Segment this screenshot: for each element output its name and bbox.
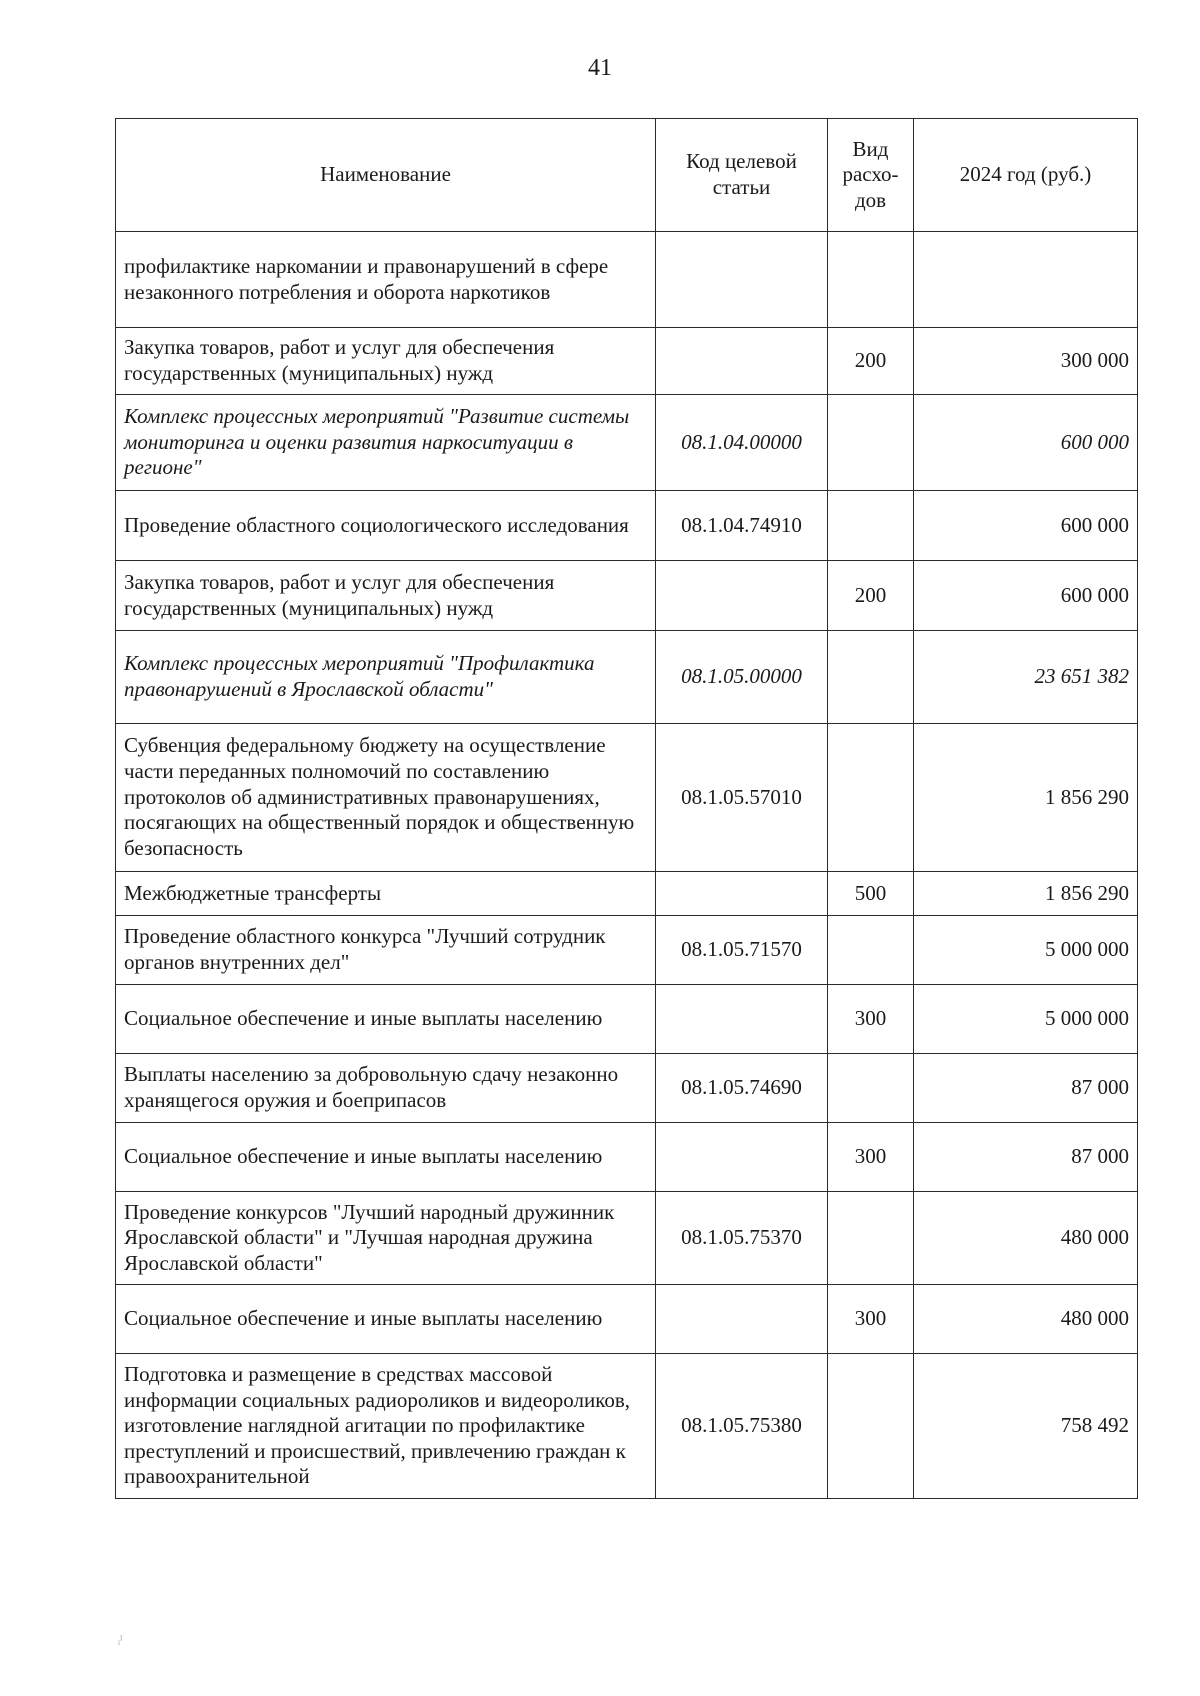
cell-name: Проведение областного социологического исследования bbox=[116, 491, 656, 561]
cell-type bbox=[828, 631, 914, 724]
table-row bbox=[116, 395, 1138, 491]
table-row bbox=[116, 985, 1138, 1054]
cell-name: Межбюджетные трансферты bbox=[116, 872, 656, 916]
cell-name: Закупка товаров, работ и услуг для обеспечения государственных (муниципальных) нужд bbox=[116, 328, 656, 395]
cell-type: 200 bbox=[828, 328, 914, 395]
table-row bbox=[116, 1123, 1138, 1192]
header-type: Вид расхо-дов bbox=[828, 119, 914, 232]
cell-name: профилактике наркомании и правонарушений в сфере незаконного потребления и оборота наркотиков bbox=[116, 232, 656, 328]
cell-name: Социальное обеспечение и иные выплаты населению bbox=[116, 1123, 656, 1192]
cell-amount: 758 492 bbox=[914, 1354, 1138, 1499]
cell-amount: 600 000 bbox=[914, 561, 1138, 631]
cell-type: 500 bbox=[828, 872, 914, 916]
table-row bbox=[116, 724, 1138, 872]
cell-code bbox=[656, 561, 828, 631]
cell-code: 08.1.05.57010 bbox=[656, 724, 828, 872]
cell-code bbox=[656, 328, 828, 395]
table-row bbox=[116, 561, 1138, 631]
cell-amount: 87 000 bbox=[914, 1123, 1138, 1192]
cell-name: Социальное обеспечение и иные выплаты населению bbox=[116, 985, 656, 1054]
table-header-row bbox=[116, 119, 1138, 232]
cell-type: 300 bbox=[828, 985, 914, 1054]
cell-code: 08.1.05.74690 bbox=[656, 1054, 828, 1123]
cell-amount: 5 000 000 bbox=[914, 985, 1138, 1054]
cell-name: Субвенция федеральному бюджету на осуществление части переданных полномочий по составлению протоколов об административных правонарушениях, посягающих на общественный порядок и общественную безопасность bbox=[116, 724, 656, 872]
cell-code bbox=[656, 872, 828, 916]
cell-code: 08.1.05.75380 bbox=[656, 1354, 828, 1499]
cell-type bbox=[828, 916, 914, 985]
cell-type bbox=[828, 724, 914, 872]
table-row bbox=[116, 872, 1138, 916]
cell-type bbox=[828, 1354, 914, 1499]
table-row bbox=[116, 491, 1138, 561]
cell-type bbox=[828, 1054, 914, 1123]
cell-name: Выплаты населению за добровольную сдачу незаконно хранящегося оружия и боеприпасов bbox=[116, 1054, 656, 1123]
table-row bbox=[116, 1354, 1138, 1499]
cell-type: 300 bbox=[828, 1285, 914, 1354]
cell-name: Социальное обеспечение и иные выплаты населению bbox=[116, 1285, 656, 1354]
cell-name: Подготовка и размещение в средствах массовой информации социальных радиороликов и видеороликов, изготовление наглядной агитации по профилактике преступлений и происшествий, привлечению граждан к правоохранительной bbox=[116, 1354, 656, 1499]
table-row bbox=[116, 1285, 1138, 1354]
cell-code bbox=[656, 1123, 828, 1192]
cell-name: Проведение конкурсов "Лучший народный дружинник Ярославской области" и "Лучшая народная дружина Ярославской области" bbox=[116, 1192, 656, 1285]
cell-code: 08.1.05.75370 bbox=[656, 1192, 828, 1285]
table-row bbox=[116, 631, 1138, 724]
cell-amount: 5 000 000 bbox=[914, 916, 1138, 985]
cell-name: Комплекс процессных мероприятий "Развитие системы мониторинга и оценки развития наркоситуации в регионе" bbox=[116, 395, 656, 491]
cell-type: 300 bbox=[828, 1123, 914, 1192]
table-row bbox=[116, 232, 1138, 328]
cell-amount: 1 856 290 bbox=[914, 724, 1138, 872]
table-row bbox=[116, 1054, 1138, 1123]
cell-amount: 23 651 382 bbox=[914, 631, 1138, 724]
cell-code: 08.1.04.74910 bbox=[656, 491, 828, 561]
cell-name: Закупка товаров, работ и услуг для обеспечения государственных (муниципальных) нужд bbox=[116, 561, 656, 631]
cell-name: Проведение областного конкурса "Лучший сотрудник органов внутренних дел" bbox=[116, 916, 656, 985]
cell-amount: 600 000 bbox=[914, 491, 1138, 561]
table-row bbox=[116, 328, 1138, 395]
table-row bbox=[116, 916, 1138, 985]
cell-code bbox=[656, 232, 828, 328]
cell-type bbox=[828, 1192, 914, 1285]
scan-mark: ᵢᴵ bbox=[118, 1633, 123, 1647]
table-row bbox=[116, 1192, 1138, 1285]
cell-type bbox=[828, 395, 914, 491]
cell-amount: 480 000 bbox=[914, 1285, 1138, 1354]
budget-table bbox=[115, 118, 1138, 1499]
cell-code bbox=[656, 985, 828, 1054]
cell-amount: 300 000 bbox=[914, 328, 1138, 395]
cell-code: 08.1.05.00000 bbox=[656, 631, 828, 724]
cell-type bbox=[828, 491, 914, 561]
cell-amount bbox=[914, 232, 1138, 328]
cell-code: 08.1.04.00000 bbox=[656, 395, 828, 491]
header-name: Наименование bbox=[116, 119, 656, 232]
cell-amount: 1 856 290 bbox=[914, 872, 1138, 916]
table-body bbox=[116, 232, 1138, 1499]
cell-type bbox=[828, 232, 914, 328]
header-amount: 2024 год (руб.) bbox=[914, 119, 1138, 232]
cell-code bbox=[656, 1285, 828, 1354]
header-code: Код целевой статьи bbox=[656, 119, 828, 232]
cell-amount: 480 000 bbox=[914, 1192, 1138, 1285]
cell-amount: 600 000 bbox=[914, 395, 1138, 491]
cell-name: Комплекс процессных мероприятий "Профилактика правонарушений в Ярославской области" bbox=[116, 631, 656, 724]
cell-amount: 87 000 bbox=[914, 1054, 1138, 1123]
cell-code: 08.1.05.71570 bbox=[656, 916, 828, 985]
cell-type: 200 bbox=[828, 561, 914, 631]
page-number: 41 bbox=[588, 55, 612, 81]
